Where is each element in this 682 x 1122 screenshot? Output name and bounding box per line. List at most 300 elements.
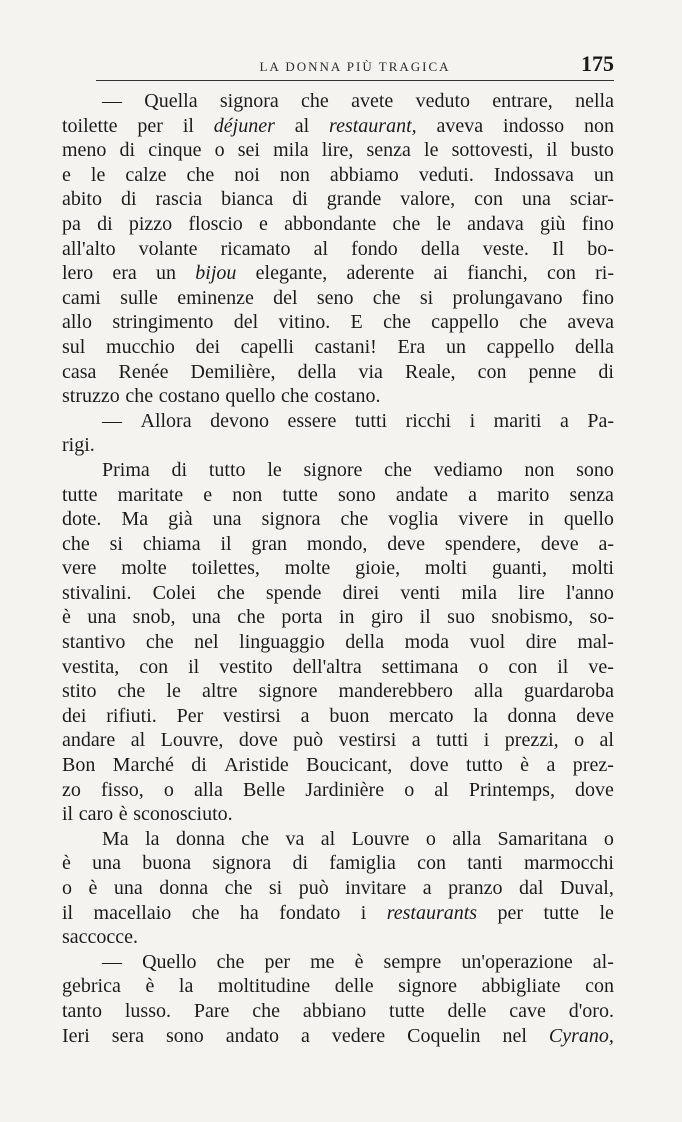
word: si [109, 532, 123, 555]
word: guanti, [491, 557, 547, 580]
word: è [62, 606, 71, 629]
word: nel [502, 1024, 527, 1047]
word: lire, [321, 139, 354, 162]
word: stringimento [112, 311, 214, 334]
word: dei [195, 335, 220, 358]
word: i [469, 409, 476, 432]
word: vediamo [433, 458, 503, 481]
word: casa [62, 360, 97, 383]
word: stantivo [62, 631, 126, 654]
word: sono [337, 483, 376, 506]
word: con [417, 852, 446, 875]
word: tanto [62, 999, 102, 1022]
word: a- [598, 532, 614, 555]
word: il [220, 532, 232, 555]
word: al [130, 729, 146, 752]
word: alla [193, 778, 223, 801]
word: il [182, 114, 194, 137]
word: E [350, 311, 363, 334]
word: prolungavano [452, 286, 563, 309]
word: d'oro. [568, 999, 614, 1022]
word: lusso. [124, 999, 171, 1022]
word: andate [395, 483, 449, 506]
word: abbondante [284, 212, 377, 235]
text-line [62, 556, 614, 581]
word: sei [237, 139, 260, 162]
word: sconosciuto. [133, 803, 233, 826]
text-line [62, 581, 614, 606]
word: déjuner [213, 114, 275, 137]
word: per [497, 901, 524, 924]
word: che [372, 286, 401, 309]
word: a [301, 1024, 310, 1047]
word: l'anno [565, 581, 614, 604]
word: un'operazione [461, 950, 573, 973]
word: toilette [62, 114, 118, 137]
word: mucchio [106, 335, 175, 358]
word: Printemps, [468, 778, 555, 801]
word: mercato [389, 704, 454, 727]
word: che [392, 212, 421, 235]
word: Per [176, 704, 204, 727]
word: per [137, 114, 163, 137]
text-line [62, 360, 614, 385]
word: che [301, 90, 329, 112]
word: vere [62, 557, 97, 580]
word: mondo, [306, 532, 368, 555]
word: valore, [400, 188, 456, 211]
word: Era [397, 335, 426, 358]
word: meno [62, 139, 107, 162]
text-line [62, 187, 614, 212]
word: Ieri [62, 1024, 90, 1047]
word: tutte [62, 483, 98, 506]
word: Cyrano, [548, 1024, 614, 1047]
word: sottovesti, [451, 139, 534, 162]
word: o [425, 827, 436, 850]
word: all'alto [62, 237, 116, 260]
word: un [593, 163, 614, 186]
word: maritate [117, 483, 184, 506]
text-line [62, 1024, 614, 1049]
word: Duval, [559, 877, 614, 899]
word: fondato [279, 901, 341, 924]
word: di [191, 754, 207, 777]
word: vestita, [62, 655, 120, 678]
word: calze [125, 163, 167, 186]
word: del [233, 311, 259, 334]
word: nel [194, 631, 219, 654]
word: non [232, 483, 263, 506]
word: in [338, 606, 355, 629]
word: era [112, 262, 137, 285]
word: altre [201, 680, 238, 703]
word: caro [78, 803, 114, 826]
word: che [145, 631, 174, 654]
word: con [508, 655, 538, 678]
word: tutte [543, 901, 580, 924]
word: sono [165, 1024, 204, 1047]
word: mila [273, 139, 309, 162]
word: ricamato [220, 237, 291, 260]
word: o [163, 778, 174, 801]
word: Indossava [493, 163, 574, 186]
word: Jardinière [305, 778, 385, 801]
word: donna [159, 877, 209, 899]
text-line [62, 286, 614, 311]
word: vestirsi [223, 704, 281, 727]
word: castani! [314, 335, 377, 358]
text-line [62, 655, 614, 680]
text-line [62, 827, 614, 852]
word: prezzi, [504, 729, 559, 752]
word: delle [334, 975, 374, 998]
word: signora [219, 90, 279, 112]
word: saccocce. [62, 926, 139, 949]
word: entrare, [492, 90, 553, 112]
word: di [171, 458, 188, 481]
word: è [520, 754, 530, 777]
word: dell'altra [292, 655, 362, 678]
word: va [285, 827, 305, 850]
word: una [212, 508, 242, 531]
word: che [62, 532, 90, 555]
word: una [92, 852, 121, 875]
word: manderebbero [338, 680, 453, 703]
text-line [62, 89, 614, 114]
word: restaurants [386, 901, 478, 924]
word: aderente [346, 262, 415, 285]
word: donna [175, 827, 225, 850]
word: deve [576, 704, 614, 727]
word: vestirsi [338, 729, 397, 752]
word: una [522, 188, 551, 211]
word: il [188, 655, 200, 678]
word: Demilière, [190, 360, 276, 383]
word: a [559, 409, 569, 432]
word: floscio [188, 212, 243, 235]
word: il [419, 606, 431, 629]
word: della [420, 237, 460, 260]
word: gebrica [62, 975, 121, 998]
word: con [474, 188, 504, 211]
word: al- [592, 950, 614, 973]
text-line [62, 851, 614, 876]
word: deve [540, 532, 579, 555]
word: spende [265, 581, 322, 604]
word: lire [518, 581, 545, 604]
text-line [62, 483, 614, 508]
word: cami [62, 286, 101, 309]
word: che [519, 311, 548, 334]
word: Marché [112, 754, 174, 777]
word: dal [519, 877, 544, 899]
word: tutto [208, 458, 246, 481]
word: vuol [469, 631, 506, 654]
word: senza [569, 483, 614, 506]
word: toilettes, [191, 557, 260, 580]
word: Il [551, 237, 565, 260]
word: Bon [62, 754, 96, 777]
body-text [62, 89, 614, 1048]
word: donna [507, 704, 557, 727]
word: di [119, 139, 136, 162]
word: si [419, 286, 434, 309]
word: la [178, 975, 194, 998]
word: Samaritana [497, 827, 588, 850]
word: dote. [62, 508, 102, 531]
word: tutti [354, 409, 388, 432]
text-line [62, 901, 614, 926]
text-line [62, 950, 614, 975]
text-line [62, 409, 614, 434]
word: non [279, 163, 310, 186]
word: me [310, 950, 335, 973]
word: è [145, 975, 155, 998]
word: e [62, 163, 71, 186]
word: linguaggio [239, 631, 325, 654]
word: della [575, 335, 614, 358]
word: che [241, 827, 270, 850]
text-line [62, 999, 614, 1024]
word: Reale, [405, 360, 456, 383]
word: costano. [314, 385, 381, 408]
word: sul [62, 335, 86, 358]
word: il [557, 655, 569, 678]
text-line [62, 728, 614, 753]
word: del [273, 286, 298, 309]
word: dire [525, 631, 557, 654]
word: molti [424, 557, 468, 580]
word: dove [238, 729, 278, 752]
text-line [62, 778, 614, 803]
text-line [62, 212, 614, 237]
word: senza [366, 139, 411, 162]
word: di [292, 188, 308, 211]
word: Louvre [351, 827, 410, 850]
word: giù [539, 212, 566, 235]
text-line [62, 138, 614, 163]
word: le [436, 212, 451, 235]
word: che [384, 458, 412, 481]
word: Allora [140, 409, 192, 432]
word: che [191, 901, 220, 924]
word: avete [351, 90, 394, 112]
word: con [546, 262, 576, 285]
word: a [411, 729, 421, 752]
word: è [354, 950, 364, 973]
word: struzzo [62, 385, 120, 408]
word: Colei [152, 581, 196, 604]
text-line [62, 458, 614, 483]
word: volante [138, 237, 198, 260]
word: capelli [240, 335, 294, 358]
word: indosso [503, 114, 565, 137]
word: andava [467, 212, 524, 235]
word: al [434, 778, 449, 801]
word: eminenze [177, 286, 254, 309]
word: marito [497, 483, 550, 506]
word: grande [326, 188, 382, 211]
word: veduto [415, 90, 470, 112]
text-line [62, 335, 614, 360]
word: può [293, 729, 324, 752]
word: stito [62, 680, 97, 703]
word: noi [234, 163, 260, 186]
word: Ma [102, 827, 129, 850]
word: bianca [221, 188, 274, 211]
word: vestito [219, 655, 273, 678]
word: quello [225, 385, 276, 408]
text-line [62, 532, 614, 557]
word: invitare [345, 877, 407, 899]
text-line [62, 876, 614, 901]
word: guardaroba [524, 680, 614, 703]
word: con [585, 975, 614, 998]
word: che [224, 877, 253, 899]
word: buona [142, 852, 192, 875]
word: stivalini. [62, 581, 132, 604]
word: zo [62, 778, 81, 801]
word: costano [158, 385, 220, 408]
word: la [145, 827, 160, 850]
word: dei [62, 704, 87, 727]
text-line [62, 974, 614, 999]
word: cappello [431, 311, 499, 334]
word: tutte [282, 483, 318, 506]
word: delle [447, 999, 487, 1022]
text-line [62, 802, 614, 827]
word: snob, [132, 606, 176, 629]
word: fisso, [100, 778, 144, 801]
word: cappello [486, 335, 555, 358]
word: Louvre, [160, 729, 224, 752]
word: i [483, 729, 490, 752]
word: molte [284, 557, 331, 580]
text-line [62, 605, 614, 630]
word: vitino. [278, 311, 331, 334]
word: mila [461, 581, 497, 604]
word: — [102, 409, 122, 432]
word: macellaio [93, 901, 172, 924]
word: pizzo [128, 212, 173, 235]
word: rifiuti. [106, 704, 157, 727]
word: busto [570, 139, 614, 162]
word: abbigliate [481, 975, 561, 998]
word: fino [581, 212, 614, 235]
word: Quello [142, 950, 197, 973]
text-line [62, 630, 614, 655]
word: signora [212, 852, 272, 875]
word: chiama [142, 532, 201, 555]
word: fondo [351, 237, 398, 260]
word: aveva [436, 114, 484, 137]
word: signora [261, 508, 321, 531]
word: signore [258, 680, 318, 703]
word: i [360, 901, 367, 924]
word: molte [121, 557, 167, 580]
page-header [96, 46, 614, 80]
word: di [97, 212, 113, 235]
word: veduti. [418, 163, 474, 186]
word: le [599, 901, 614, 924]
word: tutti [436, 729, 469, 752]
word: un [445, 335, 466, 358]
word: sera [111, 1024, 144, 1047]
word: Pare [193, 999, 230, 1022]
text-line [62, 384, 614, 409]
word: a [468, 483, 478, 506]
word: che [383, 311, 411, 334]
word: Prima [102, 458, 150, 481]
word: tutto [466, 754, 503, 777]
word: una [87, 606, 117, 629]
word: o [404, 778, 415, 801]
word: moltitudine [217, 975, 311, 998]
word: — [102, 950, 122, 973]
word: veste. [482, 237, 529, 260]
word: pa [62, 212, 81, 235]
word: a [422, 877, 432, 899]
word: Aristide [224, 754, 289, 777]
word: tanti [467, 852, 503, 875]
word: di [120, 188, 137, 211]
word: Boucicant, [306, 754, 393, 777]
word: marmocchi [523, 852, 614, 875]
word: suo [447, 606, 475, 629]
text-line [62, 261, 614, 286]
word: venti [400, 581, 441, 604]
word: una [191, 606, 221, 629]
word: un [156, 262, 177, 285]
word: snobismo, [491, 606, 574, 629]
word: ha [239, 901, 259, 924]
word: prez- [572, 754, 614, 777]
word: vedere [331, 1024, 386, 1047]
word: famiglia [329, 852, 396, 875]
word: devono [210, 409, 269, 432]
word: alla [452, 827, 482, 850]
word: di [292, 852, 308, 875]
word: andato [225, 1024, 280, 1047]
word: e [203, 483, 213, 506]
word: ricchi [405, 409, 452, 432]
word: sulle [120, 286, 158, 309]
word: Pa- [587, 409, 614, 432]
word: abbiano [302, 999, 367, 1022]
word: sono [576, 458, 614, 481]
text-line [62, 704, 614, 729]
word: moda [404, 631, 450, 654]
word: elegante, [255, 262, 328, 285]
word: o [574, 729, 585, 752]
word: al [294, 114, 310, 137]
word: le [267, 458, 282, 481]
word: andare [62, 729, 116, 752]
word: sciar- [569, 188, 614, 211]
word: porta [281, 606, 323, 629]
word: o [603, 827, 614, 850]
word: la [473, 704, 488, 727]
page-number: 175 [581, 51, 614, 76]
word: mal- [577, 631, 614, 654]
text-line [62, 237, 614, 262]
word: voglia [388, 508, 439, 531]
word: via [358, 360, 383, 383]
word: della [297, 360, 337, 383]
word: rigi. [62, 434, 95, 457]
word: che [340, 508, 369, 531]
